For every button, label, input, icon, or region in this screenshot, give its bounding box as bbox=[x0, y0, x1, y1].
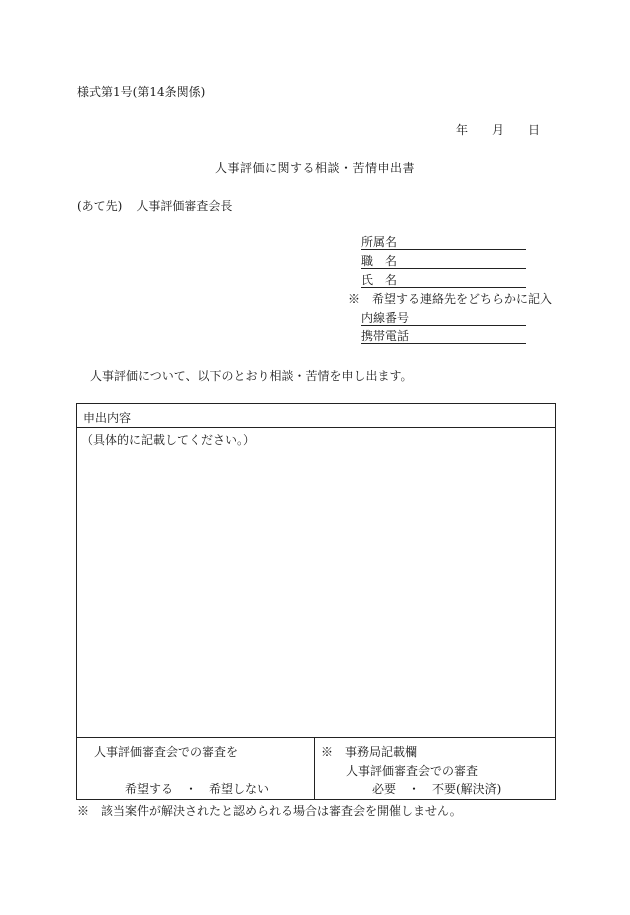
addressee-name: 人事評価審査会長 bbox=[136, 199, 233, 213]
review-request-options[interactable]: 希望する ・ 希望しない bbox=[125, 782, 270, 796]
review-request-label: 人事評価審査会での審査を bbox=[94, 745, 239, 759]
office-use-label: ※ 事務局記載欄 bbox=[321, 745, 418, 759]
date-month-label: 月 bbox=[492, 123, 505, 137]
date-line bbox=[456, 124, 540, 136]
mobile-field[interactable] bbox=[361, 330, 526, 344]
name-label: 氏 名 bbox=[361, 273, 398, 287]
details-table bbox=[76, 403, 556, 800]
intro-statement: 人事評価について、以下のとおり相談・苦情を申し出ます。 bbox=[90, 369, 413, 383]
form-number: 様式第1号(第14条関係) bbox=[77, 85, 206, 99]
details-header bbox=[77, 404, 555, 428]
office-use-sublabel: 人事評価審査会での審査 bbox=[346, 764, 479, 778]
details-header-label: 申出内容 bbox=[83, 411, 132, 425]
date-year-label: 年 bbox=[456, 123, 469, 137]
review-divider bbox=[314, 738, 315, 799]
document-title: 人事評価に関する相談・苦情申出書 bbox=[214, 161, 415, 175]
affiliation-label: 所属名 bbox=[361, 235, 398, 249]
addressee bbox=[77, 200, 232, 212]
extension-label: 内線番号 bbox=[361, 311, 410, 325]
mobile-label: 携帯電話 bbox=[361, 329, 410, 343]
position-label: 職 名 bbox=[361, 254, 398, 268]
extension-field[interactable] bbox=[361, 312, 526, 326]
review-section bbox=[77, 737, 555, 799]
office-use-options: 必要 ・ 不要(解決済) bbox=[372, 782, 502, 796]
position-field[interactable] bbox=[361, 255, 526, 269]
footnote: ※ 該当案件が解決されたと認められる場合は審査会を開催しません。 bbox=[77, 804, 462, 818]
name-field[interactable] bbox=[361, 274, 526, 288]
details-area[interactable]: （具体的に記載してください。） bbox=[81, 433, 256, 447]
contact-note: ※ 希望する連絡先をどちらかに記入 bbox=[348, 292, 553, 306]
affiliation-field[interactable] bbox=[361, 236, 526, 250]
addressee-prefix: (あて先) bbox=[77, 199, 123, 213]
date-day-label: 日 bbox=[528, 123, 541, 137]
